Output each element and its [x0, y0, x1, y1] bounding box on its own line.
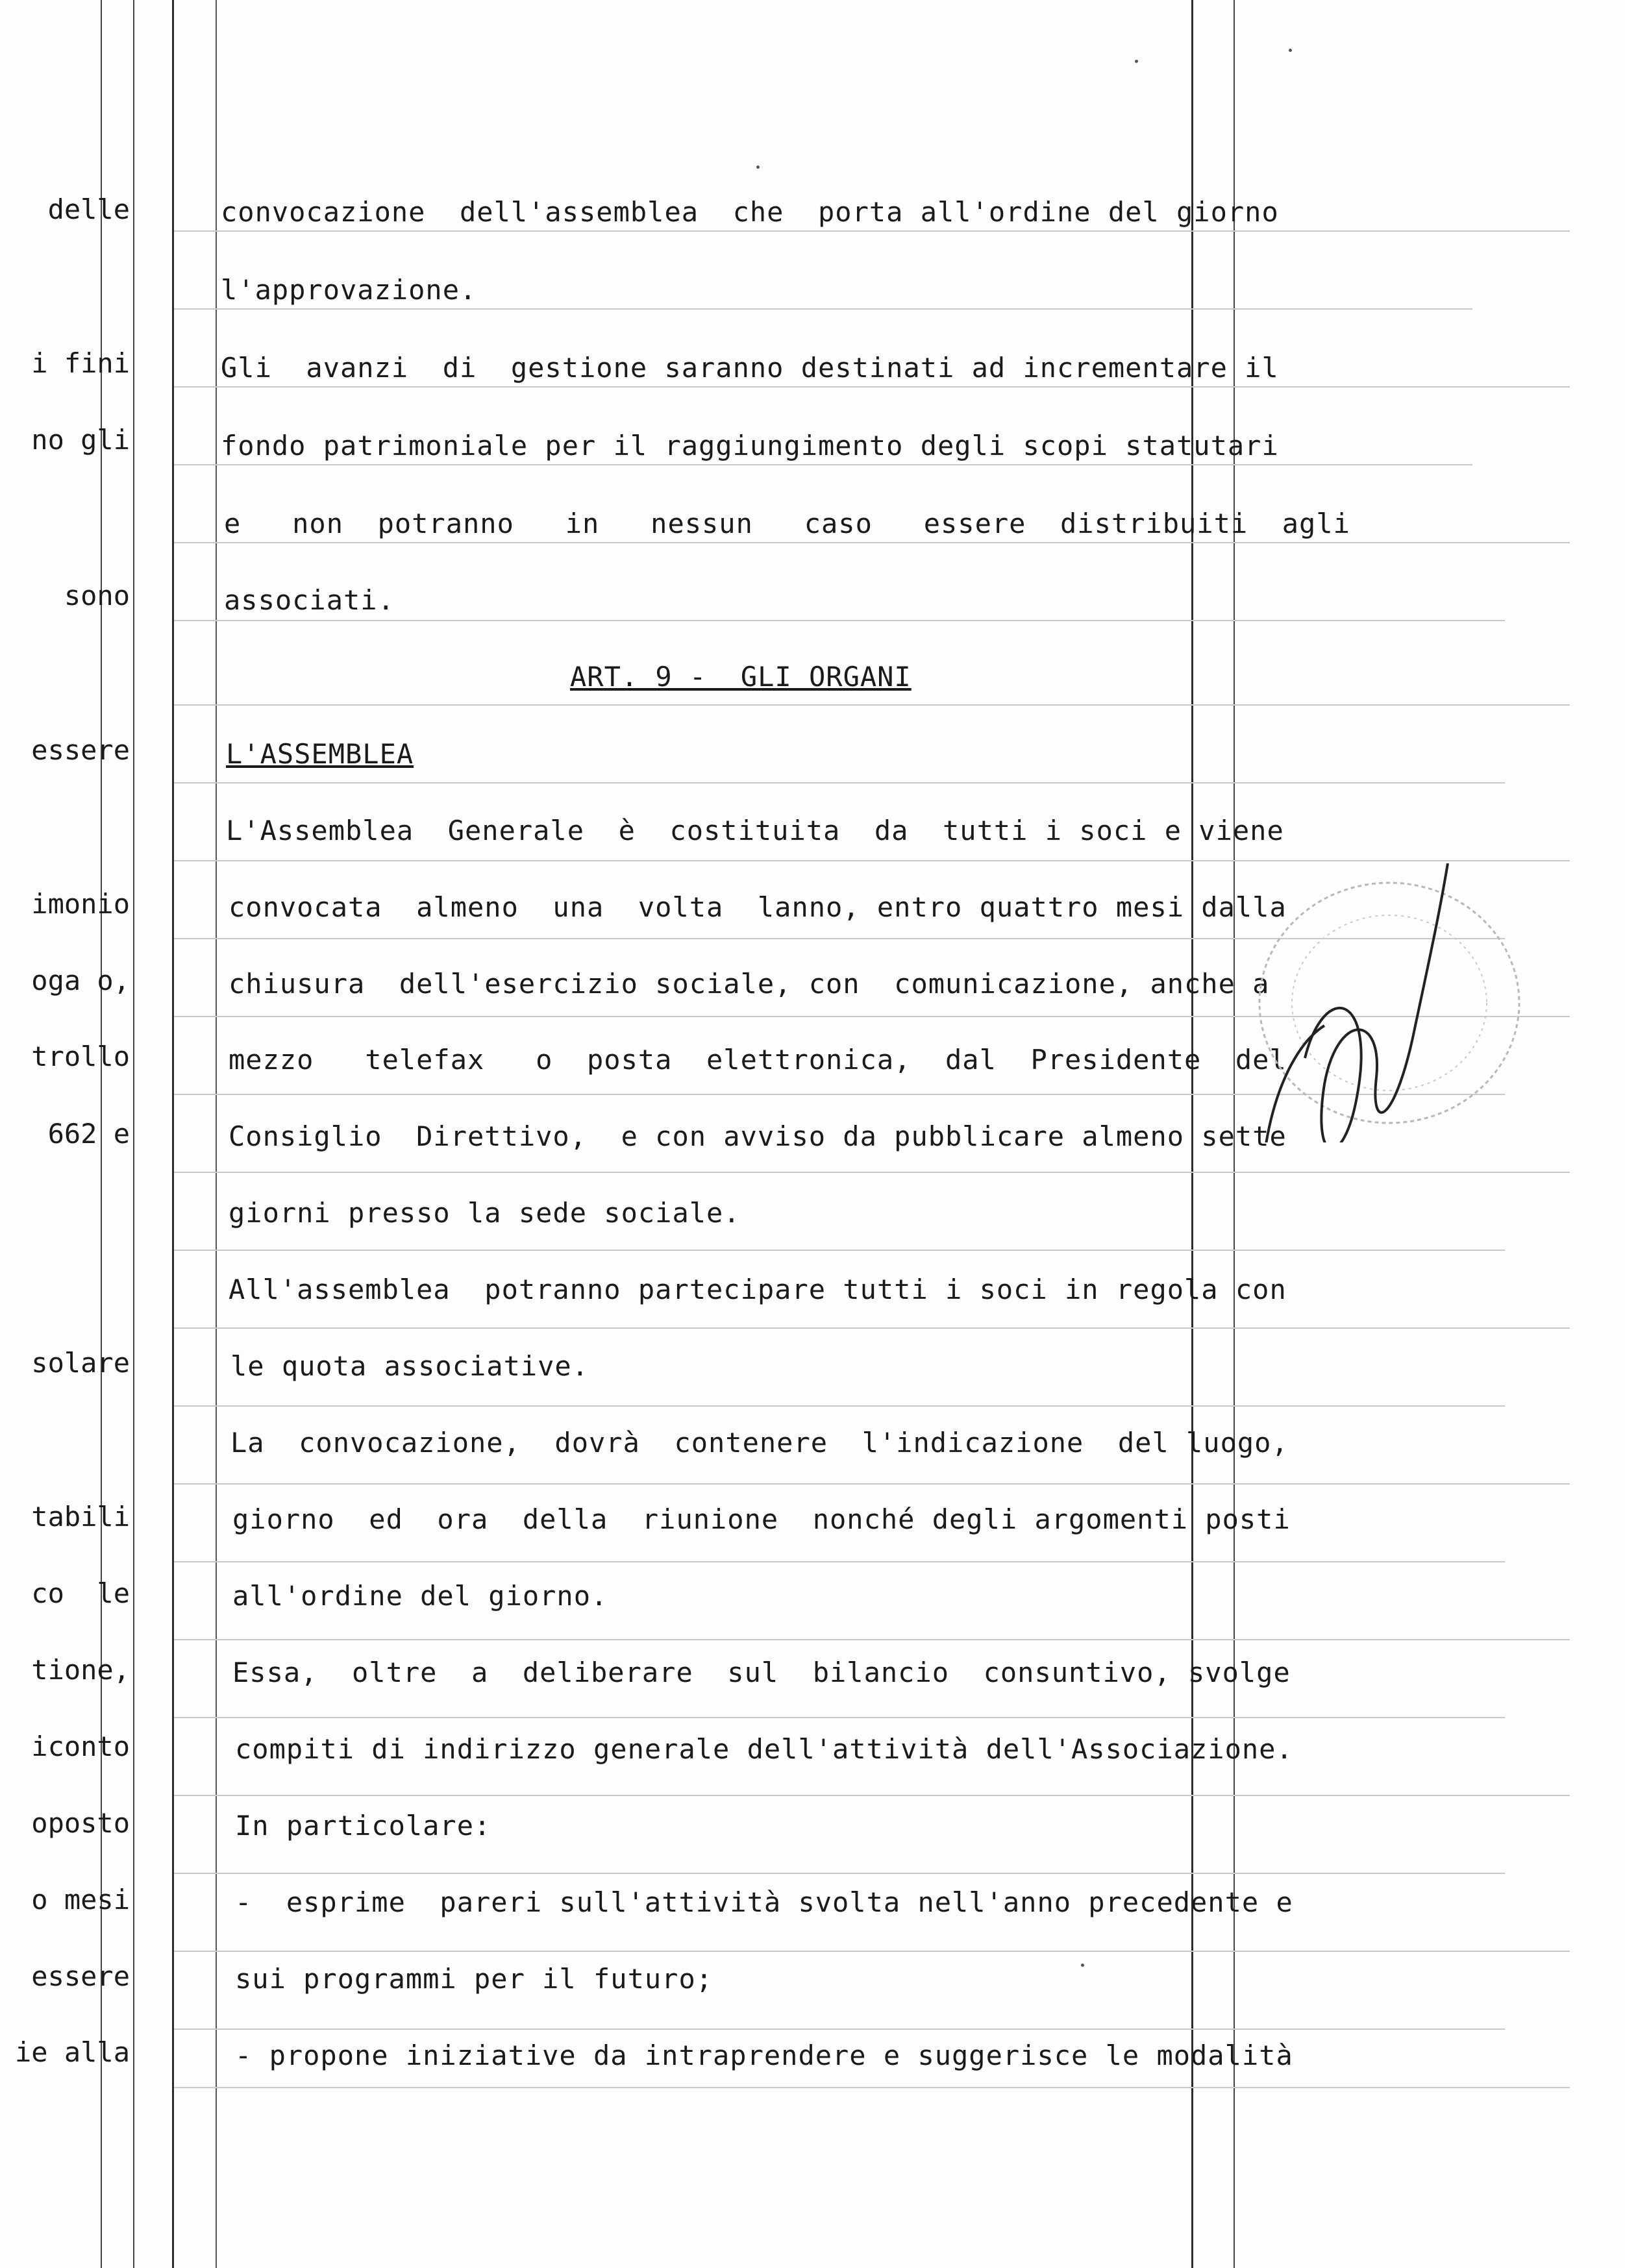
left-fragment: co le [31, 1577, 130, 1609]
body-line: Consiglio Direttivo, e con avviso da pubblicare almeno sette [229, 1120, 1287, 1152]
left-margin-rule-main [172, 0, 174, 2268]
body-line: Essa, oltre a deliberare sul bilancio consuntivo, svolge [232, 1657, 1291, 1688]
body-line: L'Assemblea Generale è costituita da tutti i soci e viene [226, 815, 1284, 846]
ruled-line [174, 1327, 1570, 1329]
left-fragment: oga o, [31, 965, 130, 996]
body-line: La convocazione, dovrà contenere l'indicazione del luogo, [230, 1427, 1289, 1459]
left-fragment: solare [31, 1347, 130, 1379]
left-fragment: essere [31, 734, 130, 766]
ruled-line [174, 2087, 1570, 2088]
article-heading: ART. 9 - GLI ORGANI [570, 661, 912, 693]
left-fragment: 662 e [47, 1118, 130, 1150]
ruled-line [174, 542, 1570, 543]
body-line: convocazione dell'assemblea che porta all'ordine del giorno [221, 196, 1279, 228]
body-line: e non potranno in nessun caso essere distribuiti agli [224, 508, 1350, 539]
left-fragment: delle [47, 193, 130, 225]
ruled-line [174, 308, 1472, 310]
body-line: associati. [224, 584, 395, 616]
body-line: all'ordine del giorno. [232, 1580, 608, 1612]
body-line: fondo patrimoniale per il raggiungimento degli scopi statutari [221, 430, 1279, 462]
left-fragment: trollo [31, 1041, 130, 1072]
left-fragment: i fini [31, 347, 130, 379]
ruled-line [174, 1873, 1505, 1874]
ruled-line [174, 782, 1505, 783]
body-line: chiusura dell'esercizio sociale, con comunicazione, anche a [229, 968, 1270, 1000]
text-column-left-rule [216, 0, 217, 2268]
body-line: In particolare: [235, 1810, 491, 1842]
left-fragment: o mesi [31, 1884, 130, 1916]
body-line: l'approvazione. [221, 274, 477, 306]
ruled-line [174, 386, 1570, 388]
left-fragment: sono [64, 580, 130, 611]
left-fragment: no gli [31, 424, 130, 456]
body-line: le quota associative. [230, 1350, 589, 1382]
body-line: - esprime pareri sull'attività svolta nell'anno precedente e [235, 1886, 1293, 1918]
ruled-line [174, 1795, 1570, 1796]
ruled-line [174, 1639, 1570, 1640]
ruled-line [174, 704, 1570, 706]
ruled-line [174, 1717, 1505, 1718]
ruled-line [174, 620, 1505, 621]
left-fragment: tione, [31, 1654, 130, 1686]
left-margin-rule-inner [133, 0, 134, 2268]
ruled-line [174, 464, 1472, 465]
official-stamp-signature [1247, 863, 1532, 1142]
ruled-line [174, 230, 1570, 232]
left-fragment: imonio [31, 888, 130, 920]
section-heading: L'ASSEMBLEA [226, 738, 414, 770]
body-line: giorno ed ora della riunione nonché degli argomenti posti [232, 1503, 1291, 1535]
ruled-line [174, 860, 1570, 861]
ruled-line [174, 1250, 1505, 1251]
left-fragment: essere [31, 1960, 130, 1992]
body-line: Gli avanzi di gestione saranno destinati ad incrementare il [221, 352, 1279, 384]
left-fragment: iconto [31, 1731, 130, 1762]
ruled-line [174, 1483, 1570, 1485]
body-line: - propone iniziative da intraprendere e suggerisce le modalità [235, 2040, 1293, 2071]
left-fragment: oposto [31, 1807, 130, 1839]
body-line: compiti di indirizzo generale dell'attività dell'Associazione. [235, 1733, 1293, 1765]
body-line: giorni presso la sede sociale. [229, 1197, 741, 1229]
ruled-line [174, 2028, 1505, 2030]
left-fragment: ie alla [14, 2036, 130, 2068]
ruled-line [174, 1405, 1505, 1407]
ruled-line [174, 1951, 1570, 1952]
ruled-line [174, 1172, 1570, 1173]
body-line: mezzo telefax o posta elettronica, dal Presidente del [229, 1044, 1287, 1076]
body-line: convocata almeno una volta lanno, entro quattro mesi dalla [229, 891, 1287, 923]
ruled-line [174, 1561, 1505, 1562]
body-line: All'assemblea potranno partecipare tutti i soci in regola con [229, 1274, 1287, 1305]
body-line: sui programmi per il futuro; [235, 1963, 713, 1995]
left-fragment: tabili [31, 1501, 130, 1533]
